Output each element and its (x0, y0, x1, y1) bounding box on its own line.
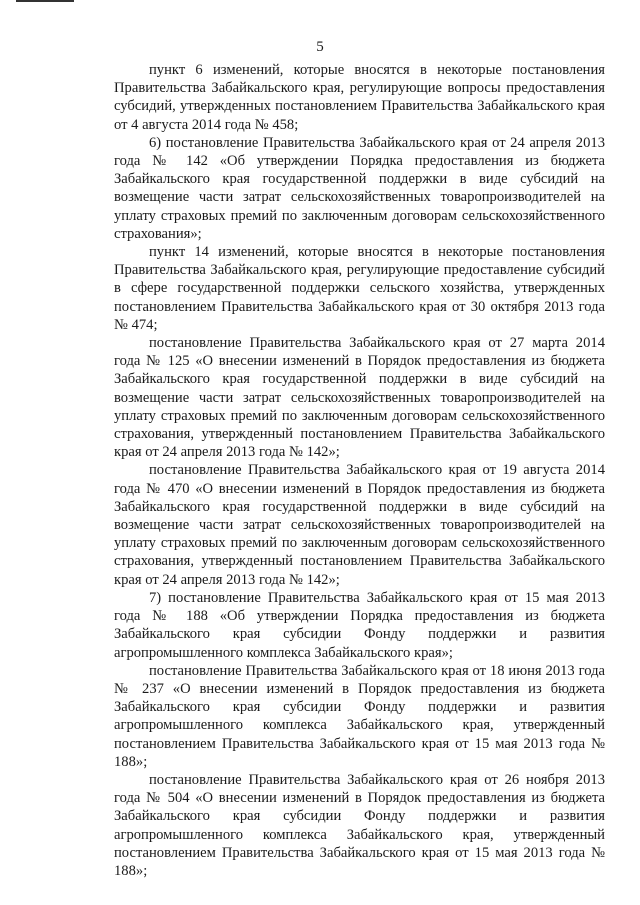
page-number: 5 (316, 39, 324, 55)
paragraph-resolution-188: 7) постановление Правительства Забайкальского края от 15 мая 2013 года № 188 «Об утверждении Порядка предоставления из бюджета Забайкальского края субсидии Фонду поддержки и развития агропромышленного комплекса Забайкальского края»; (114, 589, 605, 661)
paragraph-resolution-504: постановление Правительства Забайкальского края от 26 ноября 2013 года № 504 «О внесении изменений в Порядок предоставления из бюджета Забайкальского края субсидии Фонду поддержки и развития агропромышленного комплекса Забайкальского края, утвержденный постановлением Правительства Забайкальского края от 15 мая 2013 года № 188»; (114, 771, 605, 879)
paragraph-item-6-point: пункт 6 изменений, которые вносятся в некоторые постановления Правительства Забайкальского края, регулирующие вопросы предоставления субсидий, утвержденных постановлением Правительства Забайкальского края от 4 августа 2014 года № 458; (114, 62, 605, 133)
paragraph-resolution-470: постановление Правительства Забайкальского края от 19 августа 2014 года № 470 «О внесении изменений в Порядок предоставления из бюджета Забайкальского края государственной поддержки в виде субсидий на возмещение части затрат сельскохозяйственных товаропроизводителей на уплату страховых премий по заключенным договорам сельскохозяйственного страхования, утвержденный постановлением Правительства Забайкальского края от 24 апреля 2013 года № 142»; (114, 462, 605, 588)
document-body (114, 61, 605, 880)
paragraph-resolution-125: постановление Правительства Забайкальского края от 27 марта 2014 года № 125 «О внесении изменений в Порядок предоставления из бюджета Забайкальского края государственной поддержки в виде субсидий на возмещение части затрат сельскохозяйственных товаропроизводителей на уплату страховых премий по заключенным договорам сельскохозяйственного страхования, утвержденный постановлением Правительства Забайкальского края от 24 апреля 2013 года № 142»; (114, 335, 605, 461)
scan-corner-mark (16, 0, 74, 2)
paragraph-item-14-point: пункт 14 изменений, которые вносятся в некоторые постановления Правительства Забайкальского края, регулирующие предоставление субсидий в сфере государственной поддержки сельского хозяйства, утвержденных постановлением Правительства Забайкальского края от 30 октября 2013 года № 474; (114, 244, 605, 333)
paragraph-resolution-142: 6) постановление Правительства Забайкальского края от 24 апреля 2013 года № 142 «Об утверждении Порядка предоставления из бюджета Забайкальского края государственной поддержки в виде субсидий на возмещение части затрат сельскохозяйственных товаропроизводителей на уплату страховых премий по заключенным договорам сельскохозяйственного страхования»; (114, 134, 605, 242)
paragraph-resolution-237: постановление Правительства Забайкальского края от 18 июня 2013 года № 237 «О внесении изменений в Порядок предоставления из бюджета Забайкальского края субсидии Фонду поддержки и развития агропромышленного комплекса Забайкальского края, утвержденный постановлением Правительства Забайкальского края от 15 мая 2013 года № 188»; (114, 662, 605, 770)
